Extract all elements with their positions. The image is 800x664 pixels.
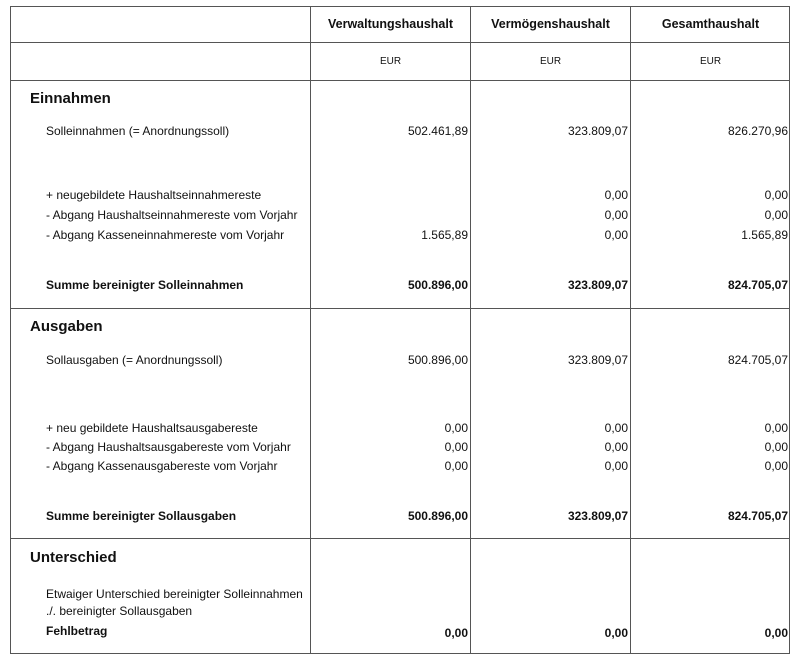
unit-label: EUR xyxy=(379,56,402,67)
cell-value-sum: 824.705,07 xyxy=(727,509,788,523)
cell-value: 0,00 xyxy=(444,459,468,473)
table-border xyxy=(10,6,790,654)
cell-value: 0,00 xyxy=(444,440,468,454)
cell-value-sum: 500.896,00 xyxy=(407,509,468,523)
row-label: + neugebildete Haushaltseinnahmereste xyxy=(46,188,262,202)
row-divider xyxy=(10,538,790,539)
row-label: Etwaiger Unterschied bereinigter Solleinnahmen xyxy=(46,587,303,601)
column-divider xyxy=(630,6,631,654)
cell-value-sum: 0,00 xyxy=(604,626,628,640)
row-label-sum: Summe bereinigter Sollausgaben xyxy=(46,509,237,523)
row-label: Sollausgaben (= Anordnungssoll) xyxy=(46,353,223,367)
cell-value-sum: 323.809,07 xyxy=(567,509,628,523)
column-header-gesamthaushalt: Gesamthaushalt xyxy=(661,17,760,31)
row-label: - Abgang Kasseneinnahmereste vom Vorjahr xyxy=(46,228,285,242)
row-divider xyxy=(10,80,790,81)
cell-value: 824.705,07 xyxy=(727,353,788,367)
row-label: Solleinnahmen (= Anordnungssoll) xyxy=(46,124,230,138)
cell-value: 0,00 xyxy=(604,459,628,473)
cell-value-sum: 824.705,07 xyxy=(727,278,788,292)
cell-value: 323.809,07 xyxy=(567,124,628,138)
cell-value: 0,00 xyxy=(764,208,788,222)
row-label: - Abgang Haushaltsausgabereste vom Vorjahr xyxy=(46,440,291,454)
cell-value: 0,00 xyxy=(444,421,468,435)
cell-value: 0,00 xyxy=(604,208,628,222)
cell-value: 500.896,00 xyxy=(407,353,468,367)
column-header-vermoegenshaushalt: Vermögenshaushalt xyxy=(491,17,610,31)
column-divider xyxy=(310,6,311,654)
cell-value: 0,00 xyxy=(764,440,788,454)
unit-label: EUR xyxy=(699,56,722,67)
section-title-ausgaben: Ausgaben xyxy=(30,318,103,335)
cell-value: 1.565,89 xyxy=(741,228,788,242)
row-label-sum: Summe bereinigter Solleinnahmen xyxy=(46,278,244,292)
row-divider xyxy=(10,308,790,309)
cell-value: 0,00 xyxy=(764,421,788,435)
section-title-einnahmen: Einnahmen xyxy=(30,90,111,107)
row-divider xyxy=(10,42,790,43)
cell-value: 0,00 xyxy=(604,440,628,454)
cell-value-sum: 323.809,07 xyxy=(567,278,628,292)
row-label: - Abgang Haushaltseinnahmereste vom Vorjahr xyxy=(46,208,298,222)
section-title-unterschied: Unterschied xyxy=(30,549,117,566)
cell-value-sum: 0,00 xyxy=(444,626,468,640)
cell-value: 0,00 xyxy=(604,188,628,202)
unit-label: EUR xyxy=(539,56,562,67)
column-divider xyxy=(470,6,471,654)
cell-value: 0,00 xyxy=(604,421,628,435)
cell-value: 323.809,07 xyxy=(567,353,628,367)
column-header-verwaltungshaushalt: Verwaltungshaushalt xyxy=(327,17,454,31)
row-label: + neu gebildete Haushaltsausgabereste xyxy=(46,421,258,435)
row-label: ./. bereinigter Sollausgaben xyxy=(46,604,193,618)
row-label-fehlbetrag: Fehlbetrag xyxy=(46,624,108,638)
cell-value-sum: 0,00 xyxy=(764,626,788,640)
cell-value: 0,00 xyxy=(604,228,628,242)
cell-value: 1.565,89 xyxy=(421,228,468,242)
row-label: - Abgang Kassenausgabereste vom Vorjahr xyxy=(46,459,278,473)
cell-value: 826.270,96 xyxy=(727,124,788,138)
cell-value: 502.461,89 xyxy=(407,124,468,138)
cell-value: 0,00 xyxy=(764,188,788,202)
cell-value-sum: 500.896,00 xyxy=(407,278,468,292)
cell-value: 0,00 xyxy=(764,459,788,473)
